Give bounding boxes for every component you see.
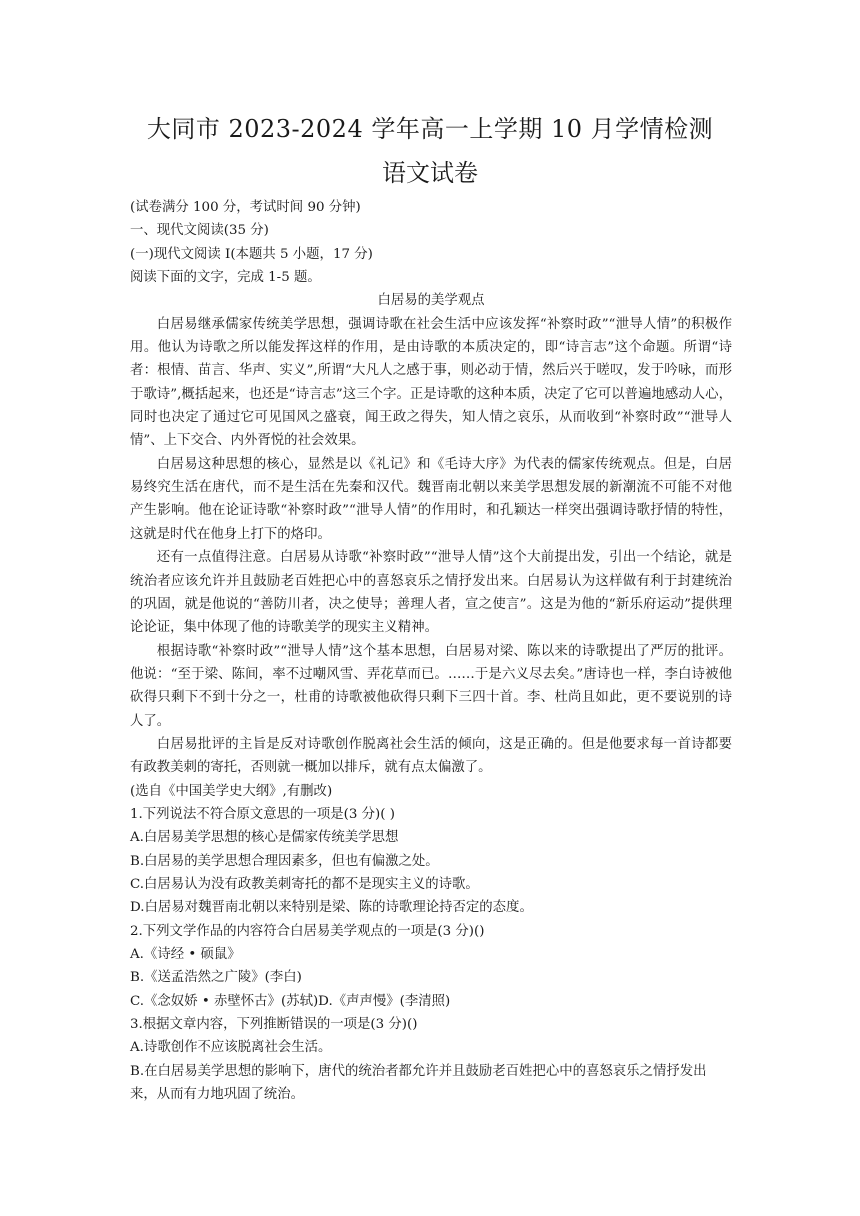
question-stem: 2.下列文学作品的内容符合白居易美学观点的一项是(3 分)() xyxy=(130,923,485,939)
article-paragraph: 白居易继承儒家传统美学思想，强调诗歌在社会生活中应该发挥“补察时政”“泄导人情”的积极作用。他认为诗歌之所以能发挥这样的作用，是由诗歌的本质决定的，即“诗言志”这个命题。所谓“诗者：根情、苗言、华声、实义”,所谓“大凡人之感于事，则必动于情，然后兴于嗟叹，发于吟咏，而形于歌诗”,概括起来，也还是“诗言志”这三个字。正是诗歌的这种本质，决定了它可以普遍地感动人心，同时也决定了通过它可见国风之盛衰，闻王政之得失，知人情之哀乐，从而收到“补察时政”“泄导人情”、上下交合、内外胥悦的社会效果。 xyxy=(130,316,732,449)
article-paragraph: 根据诗歌“补察时政”“泄导人情”这个基本思想，白居易对梁、陈以来的诗歌提出了严厉的批评。他说：“至于梁、陈间，率不过嘲风雪、弄花草而已。……于是六义尽去矣。”唐诗也一样，李白诗被他砍得只剩下不到十分之一，杜甫的诗歌被他砍得只剩下三四十首。李、杜尚且如此，更不要说别的诗人了。 xyxy=(130,643,732,729)
exam-info: (试卷满分 100 分，考试时间 90 分钟) xyxy=(130,200,361,215)
subsection-heading: (一)现代文阅读 I(本题共 5 小题，17 分) xyxy=(130,246,373,262)
section-heading: 一、现代文阅读(35 分) xyxy=(130,223,269,239)
question-option: C.白居易认为没有政教美刺寄托的都不是现实主义的诗歌。 xyxy=(130,876,479,892)
question-option: B.在白居易美学思想的影响下，唐代的统治者都允许并且鼓励老百姓把心中的喜怒哀乐之情抒发出来，从而有力地巩固了统治。 xyxy=(130,1063,707,1103)
article-title: 白居易的美学观点 xyxy=(377,293,485,309)
question-option: A.诗歌创作不应该脱离社会生活。 xyxy=(130,1040,332,1056)
exam-body xyxy=(130,196,732,1106)
question-option: A.《诗经 • 硕鼠》 xyxy=(130,947,241,962)
question-stem: 3.根据文章内容，下列推断错误的一项是(3 分)() xyxy=(130,1017,418,1033)
article-source: (选自《中国美学史大纲》,有删改) xyxy=(130,783,333,799)
article-paragraph: 白居易这种思想的核心，显然是以《礼记》和《毛诗大序》为代表的儒家传统观点。但是，白居易终究生活在唐代，而不是生活在先秦和汉代。魏晋南北朝以来美学思想发展的新潮流不可能不对他产生影响。他在论证诗歌“补察时政”“泄导人情”的作用时，和孔颖达一样突出强调诗歌抒情的特性，这就是时代在他身上打下的烙印。 xyxy=(130,456,732,542)
question-stem: 1.下列说法不符合原文意思的一项是(3 分)( ) xyxy=(130,806,395,822)
question-option: A.白居易美学思想的核心是儒家传统美学思想 xyxy=(130,830,399,846)
question-option: B.白居易的美学思想合理因素多，但也有偏激之处。 xyxy=(130,853,439,869)
exam-title: 大同市 2023-2024 学年高一上学期 10 月学情检测 xyxy=(146,115,714,143)
question-option: B.《送孟浩然之广陵》(李白) xyxy=(130,970,302,986)
article-paragraph: 白居易批评的主旨是反对诗歌创作脱离社会生活的倾向，这是正确的。但是他要求每一首诗都要有政教美刺的寄托，否则就一概加以排斥，就有点太偏激了。 xyxy=(130,736,732,776)
exam-subtitle: 语文试卷 xyxy=(382,159,478,187)
reading-instruction: 阅读下面的文字，完成 1-5 题。 xyxy=(130,270,321,286)
question-option: D.白居易对魏晋南北朝以来特别是梁、陈的诗歌理论持否定的态度。 xyxy=(130,900,533,916)
article-paragraph: 还有一点值得注意。白居易从诗歌“补察时政”“泄导人情”这个大前提出发，引出一个结论，就是统治者应该允许并且鼓励老百姓把心中的喜怒哀乐之情抒发出来。白居易认为这样做有利于封建统治的巩固，就是他说的“善防川者，决之使导；善理人者，宣之使言”。这是为他的“新乐府运动”提供理论论证，集中体现了他的诗歌美学的现实主义精神。 xyxy=(130,550,732,636)
question-option: C.《念奴娇 • 赤壁怀古》(苏轼)D.《声声慢》(李清照) xyxy=(130,993,451,1009)
